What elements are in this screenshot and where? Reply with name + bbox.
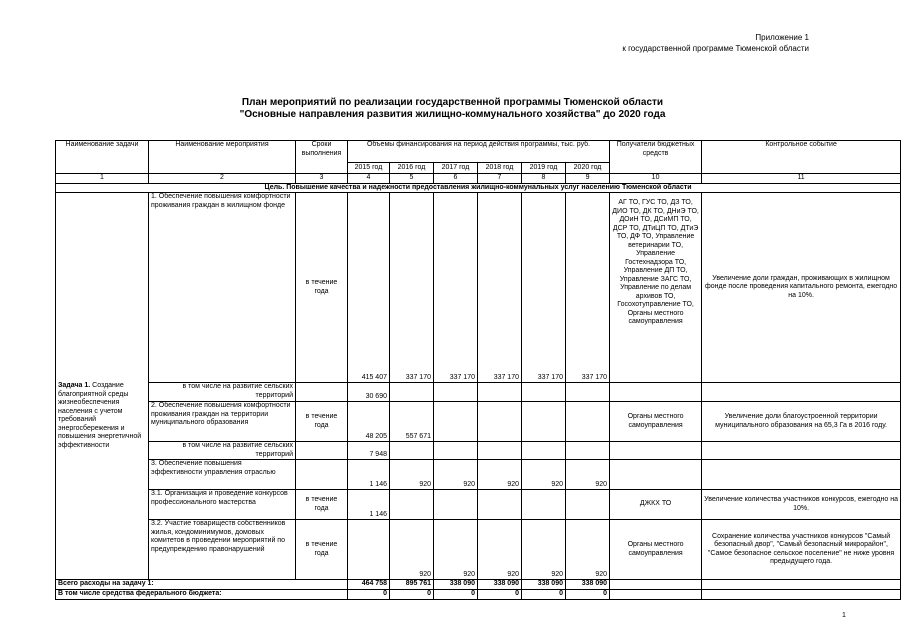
empty-cell bbox=[434, 383, 478, 402]
total-2020: 338 090 bbox=[566, 580, 610, 590]
appendix-line-2: к государственной программе Тюменской области bbox=[622, 44, 809, 53]
event-3-2018: 920 bbox=[478, 460, 522, 490]
federal-row bbox=[56, 590, 905, 600]
event-2-recipients: Органы местного самоуправления bbox=[610, 402, 702, 442]
year-2017: 2017 год bbox=[434, 163, 478, 174]
header-event: Наименование мероприятия bbox=[149, 141, 296, 174]
col-num-5: 5 bbox=[390, 174, 434, 184]
event-3-2-2018: 920 bbox=[478, 520, 522, 580]
header-task: Наименование задачи bbox=[56, 141, 149, 174]
total-2015: 464 758 bbox=[348, 580, 390, 590]
document-title bbox=[0, 97, 905, 121]
event-1-rural-2015: 30 690 bbox=[348, 383, 390, 402]
year-2019: 2019 год bbox=[522, 163, 566, 174]
total-label: Всего расходы на задачу 1: bbox=[56, 580, 348, 590]
empty-cell bbox=[296, 442, 348, 460]
federal-2020: 0 bbox=[566, 590, 610, 600]
year-2020: 2020 год bbox=[566, 163, 610, 174]
federal-2018: 0 bbox=[478, 590, 522, 600]
federal-2017: 0 bbox=[434, 590, 478, 600]
event-3-2015: 1 146 bbox=[348, 460, 390, 490]
col-num-4: 4 bbox=[348, 174, 390, 184]
event-1-2020: 337 170 bbox=[566, 193, 610, 383]
empty-cell bbox=[610, 590, 702, 600]
col-num-8: 8 bbox=[522, 174, 566, 184]
task-1-label: Задача 1. bbox=[58, 382, 91, 389]
plan-table bbox=[55, 140, 905, 600]
goal-text: Цель. Повышение качества и надежности предоставления жилищно-коммунальных услуг населению Тюменской области bbox=[56, 183, 901, 193]
empty-cell bbox=[702, 580, 901, 590]
header-control: Контрольное событие bbox=[702, 141, 901, 174]
header-recipients: Получатели бюджетных средств bbox=[610, 141, 702, 174]
federal-2019: 0 bbox=[522, 590, 566, 600]
empty-cell bbox=[390, 383, 434, 402]
empty-cell bbox=[610, 580, 702, 590]
page-mark: 1 bbox=[842, 612, 846, 619]
empty-cell bbox=[702, 460, 901, 490]
total-2016: 895 761 bbox=[390, 580, 434, 590]
total-2019: 338 090 bbox=[522, 580, 566, 590]
appendix-line-1: Приложение 1 bbox=[755, 33, 809, 42]
col-num-10: 10 bbox=[610, 174, 702, 184]
event-3-2017: 920 bbox=[434, 460, 478, 490]
event-2-name: 2. Обеспечение повышения комфортности проживания граждан на территории муниципального образования bbox=[149, 402, 296, 442]
empty-cell bbox=[702, 383, 901, 402]
empty-cell bbox=[566, 402, 610, 442]
col-num-6: 6 bbox=[434, 174, 478, 184]
year-2018: 2018 год bbox=[478, 163, 522, 174]
event-2-2015: 48 205 bbox=[348, 402, 390, 442]
event-1-rural-name: в том числе на развитие сельских территорий bbox=[149, 383, 296, 402]
total-row bbox=[56, 580, 905, 590]
year-2015: 2015 год bbox=[348, 163, 390, 174]
event-3-2-term: в течение года bbox=[296, 520, 348, 580]
event-3-1-name: 3.1. Организация и проведение конкурсов профессионального мастерства bbox=[149, 490, 296, 520]
event-3-2016: 920 bbox=[390, 460, 434, 490]
empty-cell bbox=[522, 442, 566, 460]
empty-cell bbox=[296, 383, 348, 402]
event-2-rural-row bbox=[56, 442, 905, 460]
event-3-2-2020: 920 bbox=[566, 520, 610, 580]
empty-cell bbox=[478, 490, 522, 520]
col-num-9: 9 bbox=[566, 174, 610, 184]
event-3-2-name: 3.2. Участие товариществ собственников жилья, кондоминимумов, домовых комитетов в проведении мероприятий по предупреждению правонарушений bbox=[149, 520, 296, 580]
federal-2015: 0 bbox=[348, 590, 390, 600]
event-2-term: в течение года bbox=[296, 402, 348, 442]
title-line-2: "Основные направления развития жилищно-коммунального хозяйства" до 2020 года bbox=[239, 109, 666, 120]
event-1-term: в течение года bbox=[296, 193, 348, 383]
empty-cell bbox=[522, 490, 566, 520]
empty-cell bbox=[610, 460, 702, 490]
event-1-2018: 337 170 bbox=[478, 193, 522, 383]
event-1-row bbox=[56, 193, 905, 383]
empty-cell bbox=[434, 442, 478, 460]
col-num-2: 2 bbox=[149, 174, 296, 184]
empty-cell bbox=[296, 460, 348, 490]
federal-label: В том числе средства федерального бюджета: bbox=[56, 590, 348, 600]
event-3-1-recipients: ДЖКХ ТО bbox=[610, 490, 702, 520]
empty-cell bbox=[566, 442, 610, 460]
empty-cell bbox=[566, 490, 610, 520]
event-3-2-row bbox=[56, 520, 905, 580]
empty-cell bbox=[702, 442, 901, 460]
event-3-1-row bbox=[56, 490, 905, 520]
total-2017: 338 090 bbox=[434, 580, 478, 590]
col-num-7: 7 bbox=[478, 174, 522, 184]
federal-2016: 0 bbox=[390, 590, 434, 600]
col-num-3: 3 bbox=[296, 174, 348, 184]
title-line-1: План мероприятий по реализации государственной программы Тюменской области bbox=[241, 97, 664, 108]
event-1-control: Увеличение доли граждан, проживающих в жилищном фонде после проведения капитального ремонта, ежегодно на 10%. bbox=[702, 193, 901, 383]
event-1-name: 1. Обеспечение повышения комфортности проживания граждан в жилищном фонде bbox=[149, 193, 296, 383]
event-2-rural-name: в том числе на развитие сельских территорий bbox=[149, 442, 296, 460]
event-3-2-control: Сохранение количества участников конкурсов "Самый безопасный двор", "Самый безопасный микрорайон", "Самое безопасное сельское поселение" не ниже уровня предыдущего года. bbox=[702, 520, 901, 580]
empty-cell bbox=[478, 442, 522, 460]
event-1-2017: 337 170 bbox=[434, 193, 478, 383]
event-1-2016: 337 170 bbox=[390, 193, 434, 383]
empty-cell bbox=[566, 383, 610, 402]
empty-cell bbox=[434, 490, 478, 520]
total-2018: 338 090 bbox=[478, 580, 522, 590]
event-3-name: 3. Обеспечение повышения эффективности управления отраслью bbox=[149, 460, 296, 490]
event-3-1-control: Увеличение количества участников конкурсов, ежегодно на 10%. bbox=[702, 490, 901, 520]
col-num-11: 11 bbox=[702, 174, 901, 184]
task-1-text: Создание благоприятной среды жизнеобеспечения населения с учетом требований энергосбережения и повышения энергетичной эффективности bbox=[58, 382, 142, 449]
event-3-2-recipients: Органы местного самоуправления bbox=[610, 520, 702, 580]
event-3-2-2016: 920 bbox=[390, 520, 434, 580]
event-2-control: Увеличение доли благоустроенной территории муниципального образования на 65,3 Га в 2016 году. bbox=[702, 402, 901, 442]
header-terms: Сроки выполнения bbox=[296, 141, 348, 174]
empty-cell bbox=[522, 383, 566, 402]
event-1-recipients: АГ ТО, ГУС ТО, ДЗ ТО, ДИО ТО, ДК ТО, ДНиЭ ТО, ДОиН ТО, ДСиМП ТО, ДСР ТО, ДТиЦП ТО, ДТиЭ ТО, ДФ ТО, Управление ветеринарии ТО, Управление Гостехнадзора ТО, Управление ДП ТО, Управление ЗАГС ТО, Управление по делам архивов ТО, Госохотуправление ТО, Органы местного самоуправления bbox=[610, 193, 702, 383]
event-3-2019: 920 bbox=[522, 460, 566, 490]
empty-cell bbox=[478, 402, 522, 442]
empty-cell bbox=[702, 590, 901, 600]
empty-cell bbox=[434, 402, 478, 442]
appendix-note bbox=[622, 32, 809, 54]
column-numbers-row bbox=[56, 174, 905, 184]
header-funding: Объемы финансирования на период действия программы, тыс. руб. bbox=[348, 141, 610, 163]
empty-cell bbox=[522, 402, 566, 442]
table-right-margin bbox=[901, 141, 905, 580]
event-1-2015: 415 407 bbox=[348, 193, 390, 383]
event-3-2020: 920 bbox=[566, 460, 610, 490]
goal-row bbox=[56, 183, 905, 193]
event-3-row bbox=[56, 460, 905, 490]
empty-cell bbox=[348, 520, 390, 580]
empty-cell bbox=[390, 490, 434, 520]
empty-cell bbox=[610, 442, 702, 460]
event-3-2-2017: 920 bbox=[434, 520, 478, 580]
event-2-row bbox=[56, 402, 905, 442]
year-2016: 2016 год bbox=[390, 163, 434, 174]
event-2-rural-2015: 7 948 bbox=[348, 442, 390, 460]
event-3-2-2019: 920 bbox=[522, 520, 566, 580]
event-3-1-term: в течение года bbox=[296, 490, 348, 520]
empty-cell bbox=[610, 383, 702, 402]
header-row bbox=[56, 141, 905, 163]
col-num-1: 1 bbox=[56, 174, 149, 184]
event-1-2019: 337 170 bbox=[522, 193, 566, 383]
event-3-1-2015: 1 146 bbox=[348, 490, 390, 520]
event-1-rural-row bbox=[56, 383, 905, 402]
task-1-name bbox=[56, 193, 149, 580]
empty-cell bbox=[478, 383, 522, 402]
event-2-2016: 557 671 bbox=[390, 402, 434, 442]
empty-cell bbox=[390, 442, 434, 460]
